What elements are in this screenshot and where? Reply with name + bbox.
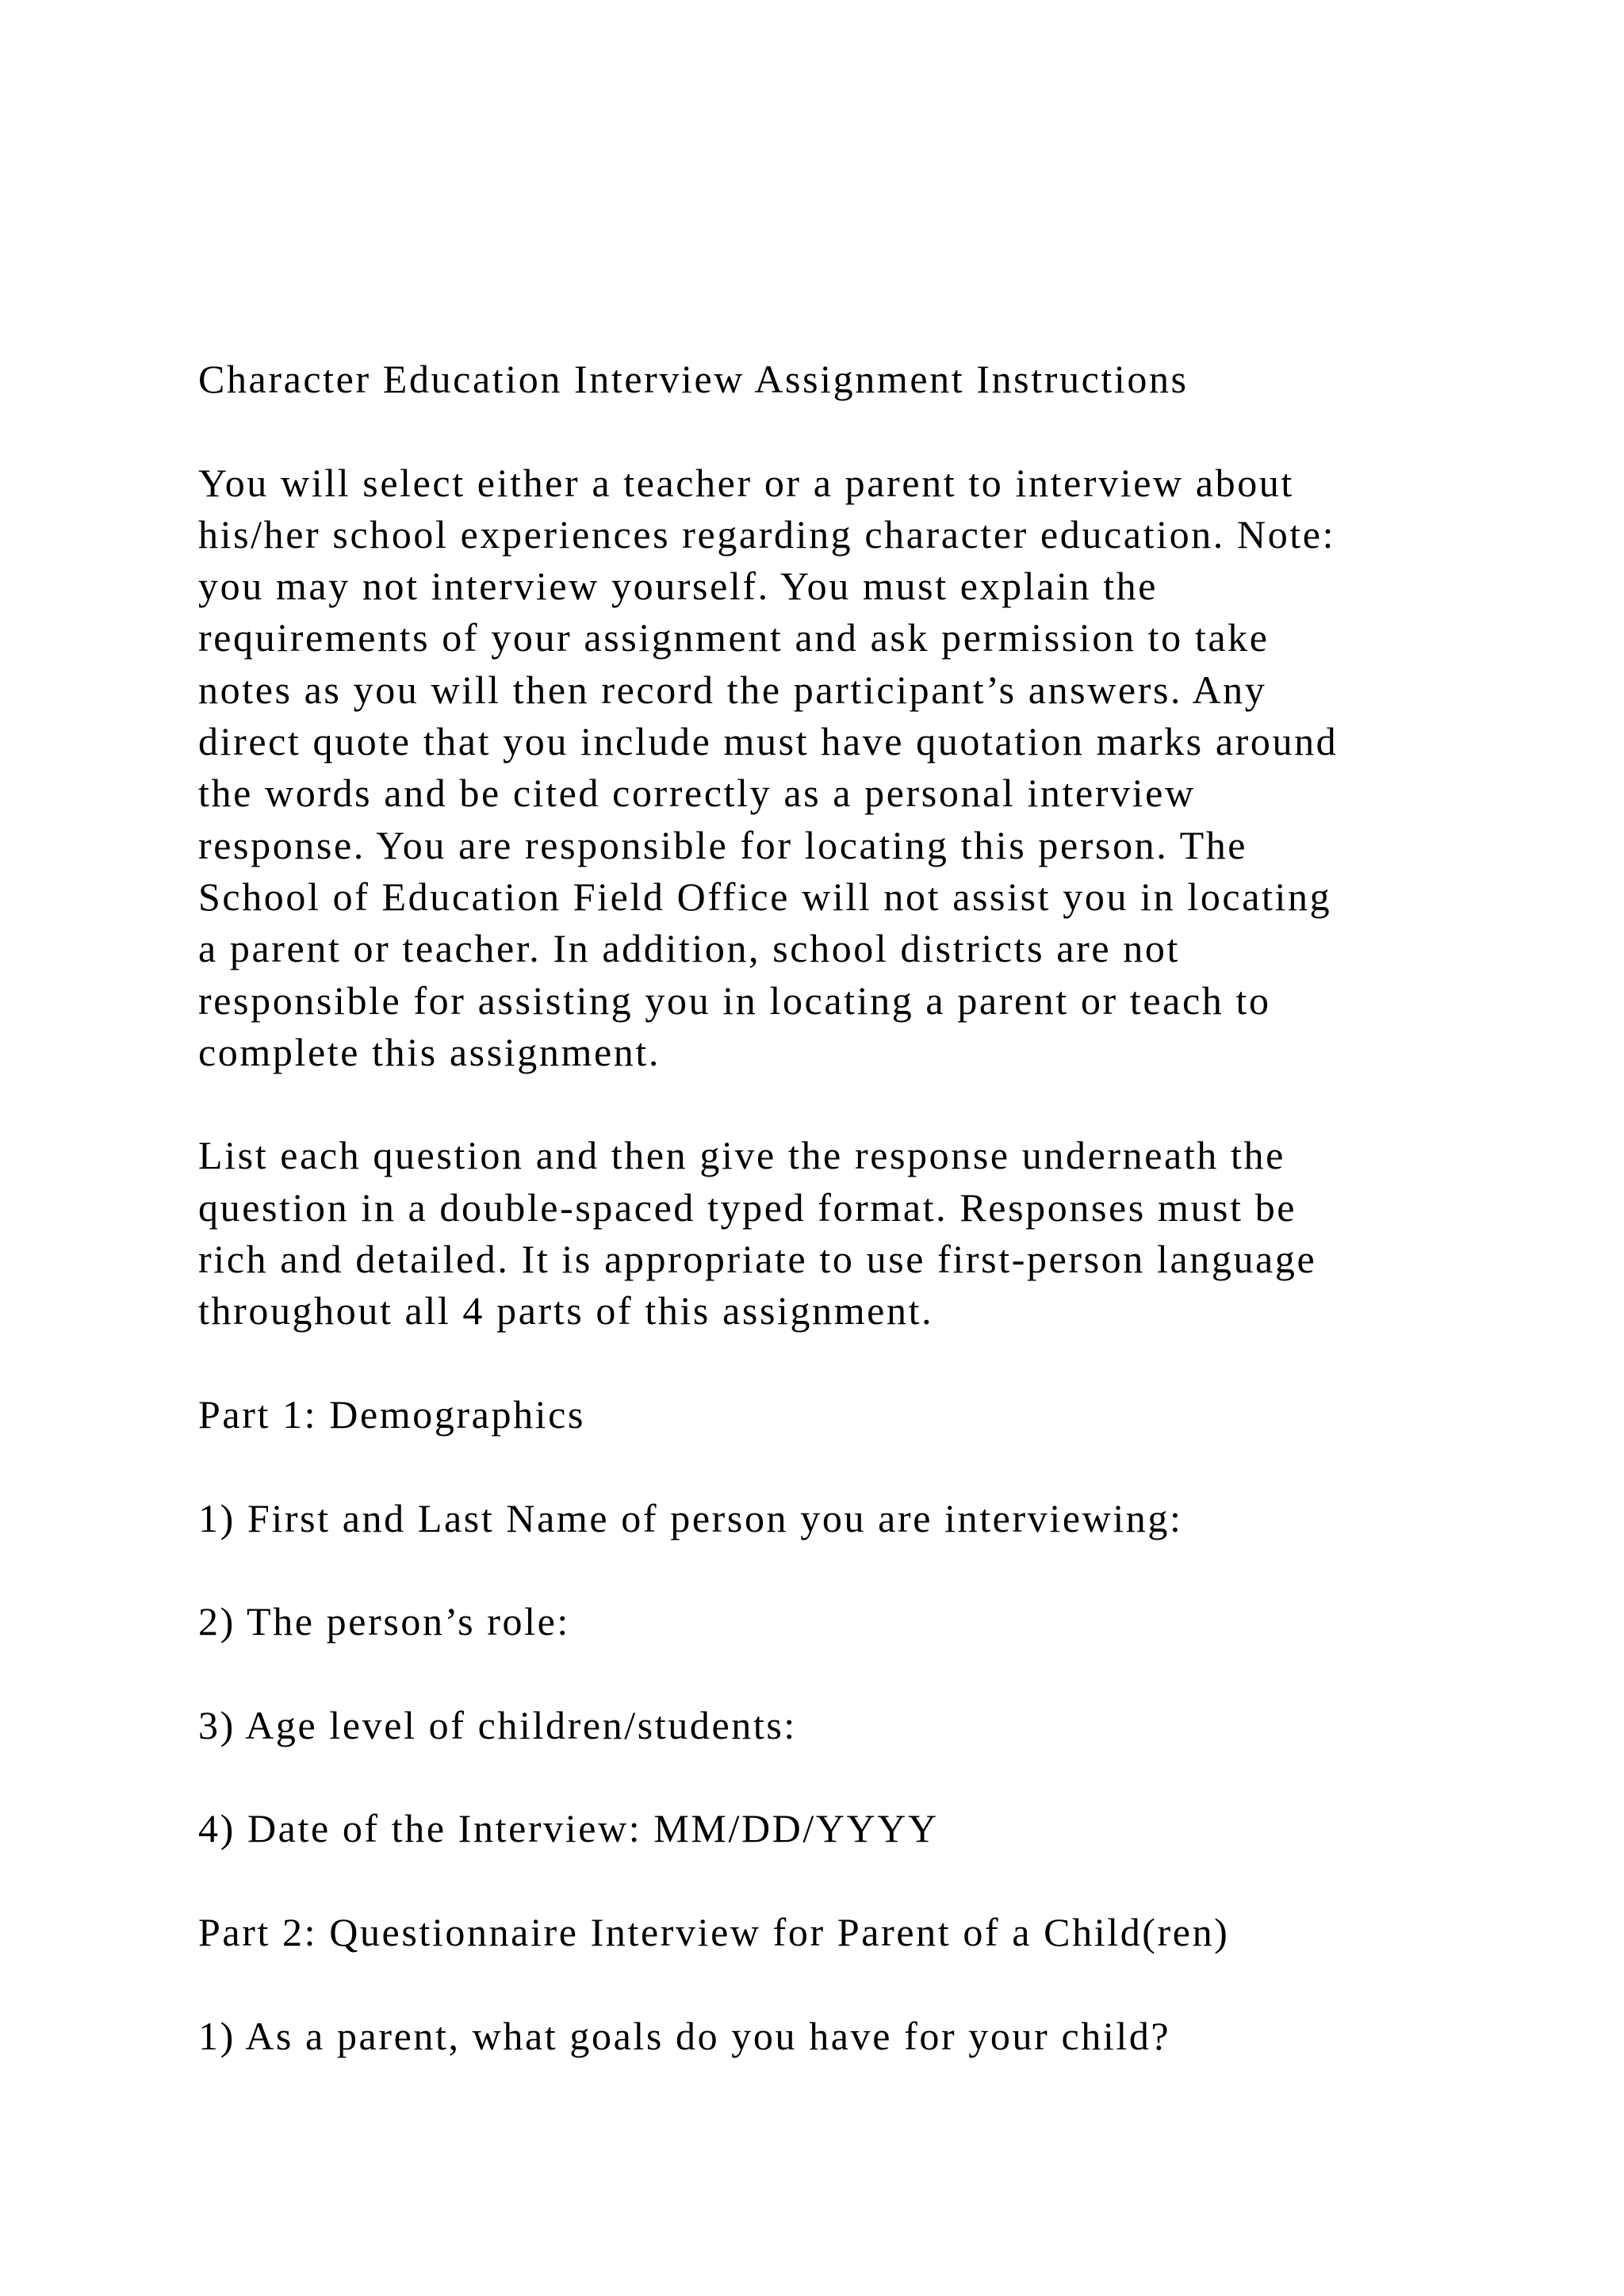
blank-line (198, 1647, 1515, 1699)
document-body (198, 354, 1515, 2062)
blank-line (198, 1441, 1515, 1492)
blank-line (198, 1751, 1515, 1803)
part1-item: 4) Date of the Interview: MM/DD/YYYY (198, 1806, 939, 1851)
paragraph-line: response. You are responsible for locating this person. The (198, 822, 1248, 867)
intro-paragraph (198, 457, 1515, 1079)
part1-item: 2) The person’s role: (198, 1599, 570, 1644)
paragraph-line: his/her school experiences regarding character education. Note: (198, 511, 1336, 557)
paragraph-line: complete this assignment. (198, 1029, 661, 1074)
paragraph-line: requirements of your assignment and ask permission to take (198, 615, 1270, 660)
paragraph-line: rich and detailed. It is appropriate to use first-person language (198, 1237, 1317, 1282)
format-paragraph (198, 1130, 1515, 1337)
paragraph-line: responsible for assisting you in locating a parent or teach to (198, 978, 1271, 1023)
blank-line (198, 405, 1515, 457)
blank-line (198, 1958, 1515, 2010)
part1-heading: Part 1: Demographics (198, 1391, 586, 1437)
blank-line (198, 1544, 1515, 1596)
blank-line (198, 1855, 1515, 1907)
paragraph-line: a parent or teacher. In addition, school districts are not (198, 926, 1180, 971)
paragraph-line: You will select either a teacher or a parent to interview about (198, 460, 1294, 505)
paragraph-line: throughout all 4 parts of this assignment. (198, 1288, 934, 1334)
paragraph-line: School of Education Field Office will not assist you in locating (198, 874, 1332, 919)
blank-line (198, 1078, 1515, 1130)
blank-line (198, 1337, 1515, 1389)
paragraph-line: notes as you will then record the participant’s answers. Any (198, 667, 1267, 712)
part1-item: 1) First and Last Name of person you are interviewing: (198, 1495, 1183, 1540)
part2-item: 1) As a parent, what goals do you have for your child? (198, 2013, 1171, 2058)
paragraph-line: the words and be cited correctly as a personal interview (198, 771, 1196, 816)
part1-item: 3) Age level of children/students: (198, 1702, 797, 1747)
paragraph-line: direct quote that you include must have quotation marks around (198, 719, 1339, 764)
document-title: Character Education Interview Assignment Instructions (198, 357, 1189, 401)
paragraph-line: List each question and then give the response underneath the (198, 1133, 1285, 1178)
paragraph-line: you may not interview yourself. You must explain the (198, 564, 1159, 609)
paragraph-line: question in a double-spaced typed format. Responses must be (198, 1184, 1297, 1230)
part2-heading: Part 2: Questionnaire Interview for Parent of a Child(ren) (198, 1909, 1230, 1954)
